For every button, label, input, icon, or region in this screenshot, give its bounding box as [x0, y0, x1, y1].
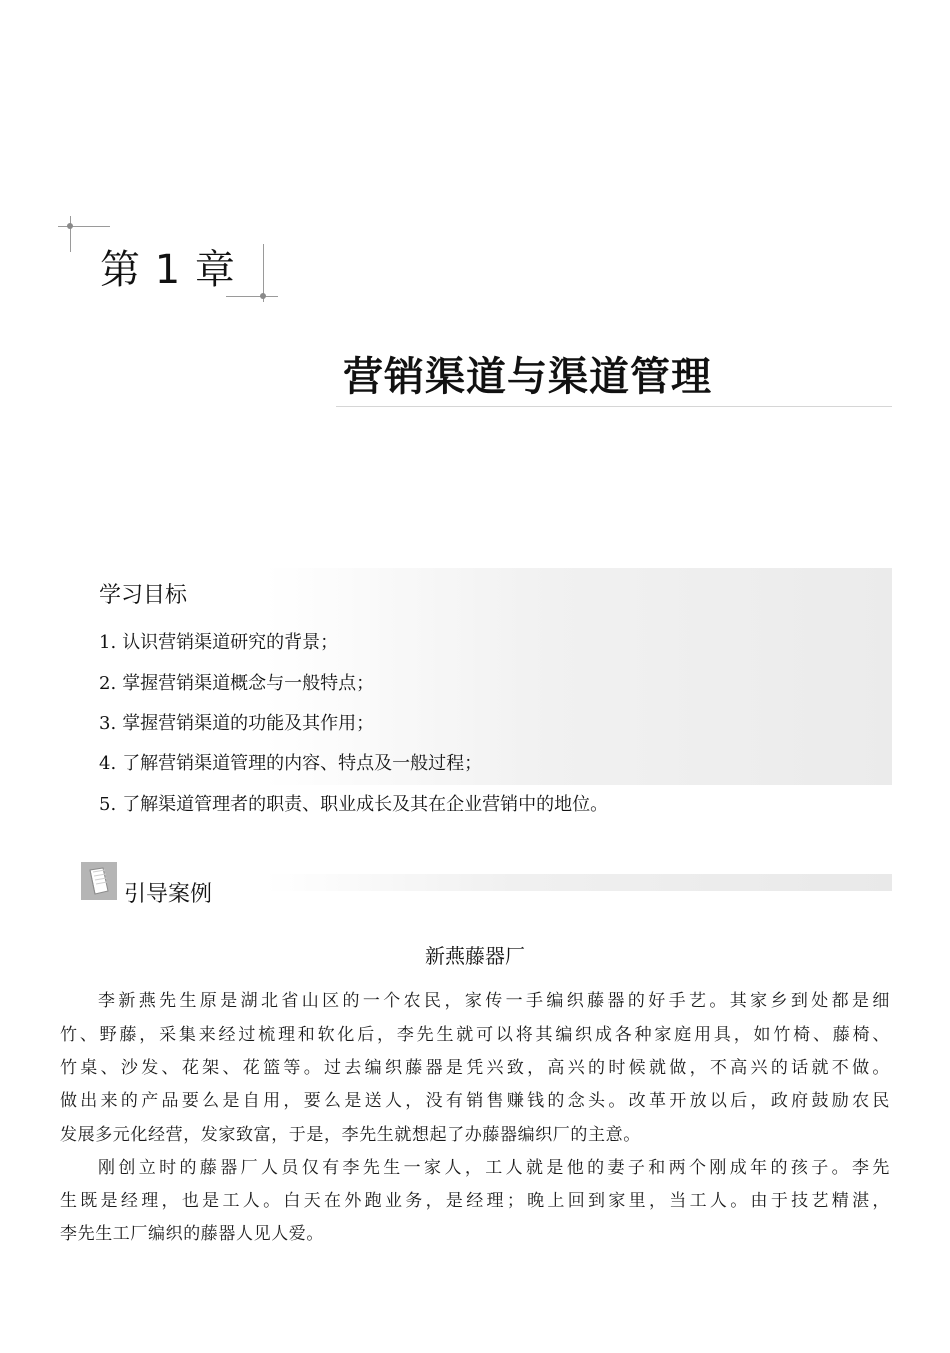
- corner-mark-bottom-dot: [260, 293, 266, 299]
- paragraph-line: 李新燕先生原是湖北省山区的一个农民，家传一手编织藤器的好手艺。其家乡到处都是细: [98, 991, 890, 1011]
- book-icon: [81, 862, 117, 900]
- objective-number: 5.: [99, 794, 117, 815]
- paragraph-line: 生既是经理，也是工人。白天在外跑业务，是经理；晚上回到家里，当工人。由于技艺精湛，: [60, 1191, 890, 1211]
- objective-item: [99, 669, 374, 695]
- book-icon-graphic: [81, 862, 117, 900]
- paragraph-line: 竹、野藤，采集来经过梳理和软化后，李先生就可以将其编织成各种家庭用具，如竹椅、藤椅、: [60, 1025, 890, 1045]
- title-divider: [336, 406, 892, 407]
- objective-number: 3.: [99, 713, 117, 734]
- objectives-heading: 学习目标: [99, 583, 188, 608]
- objective-item: [99, 628, 338, 654]
- corner-mark-top-dot: [67, 223, 73, 229]
- objective-text: 了解营销渠道管理的内容、特点及一般过程；: [122, 753, 483, 774]
- objective-text: 了解渠道管理者的职责、职业成长及其在企业营销中的地位。: [122, 794, 609, 815]
- case-heading: 引导案例: [124, 882, 213, 907]
- objective-text: 掌握营销渠道概念与一般特点；: [122, 673, 375, 694]
- objective-number: 4.: [99, 753, 117, 774]
- objective-text: 认识营销渠道研究的背景；: [122, 632, 339, 653]
- objective-item: [99, 790, 608, 816]
- paragraph-line: 李先生工厂编织的藤器人见人爱。: [60, 1224, 324, 1244]
- corner-mark-top-horizontal: [58, 226, 110, 227]
- objective-item: [99, 749, 482, 775]
- paragraph-line: 竹桌、沙发、花架、花篮等。过去编织藤器是凭兴致，高兴的时候就做，不高兴的话就不做。: [60, 1058, 890, 1078]
- objective-text: 掌握营销渠道的功能及其作用；: [122, 713, 375, 734]
- corner-mark-bottom-horizontal: [226, 296, 278, 297]
- paragraph-line: 刚创立时的藤器厂人员仅有李先生一家人，工人就是他的妻子和两个刚成年的孩子。李先: [98, 1158, 890, 1178]
- objective-item: [99, 709, 374, 735]
- objective-number: 2.: [99, 673, 117, 694]
- corner-mark-top-vertical: [70, 216, 71, 252]
- chapter-label: 第 1 章: [100, 247, 236, 293]
- paragraph-line: 做出来的产品要么是自用，要么是送人，没有销售赚钱的念头。改革开放以后，政府鼓励农民: [60, 1091, 890, 1111]
- chapter-title: 营销渠道与渠道管理: [343, 353, 712, 400]
- objective-number: 1.: [99, 632, 117, 653]
- case-heading-bar: [265, 874, 892, 891]
- paragraph-line: 发展多元化经营，发家致富，于是，李先生就想起了办藤器编织厂的主意。: [60, 1125, 641, 1145]
- case-title: 新燕藤器厂: [425, 944, 525, 968]
